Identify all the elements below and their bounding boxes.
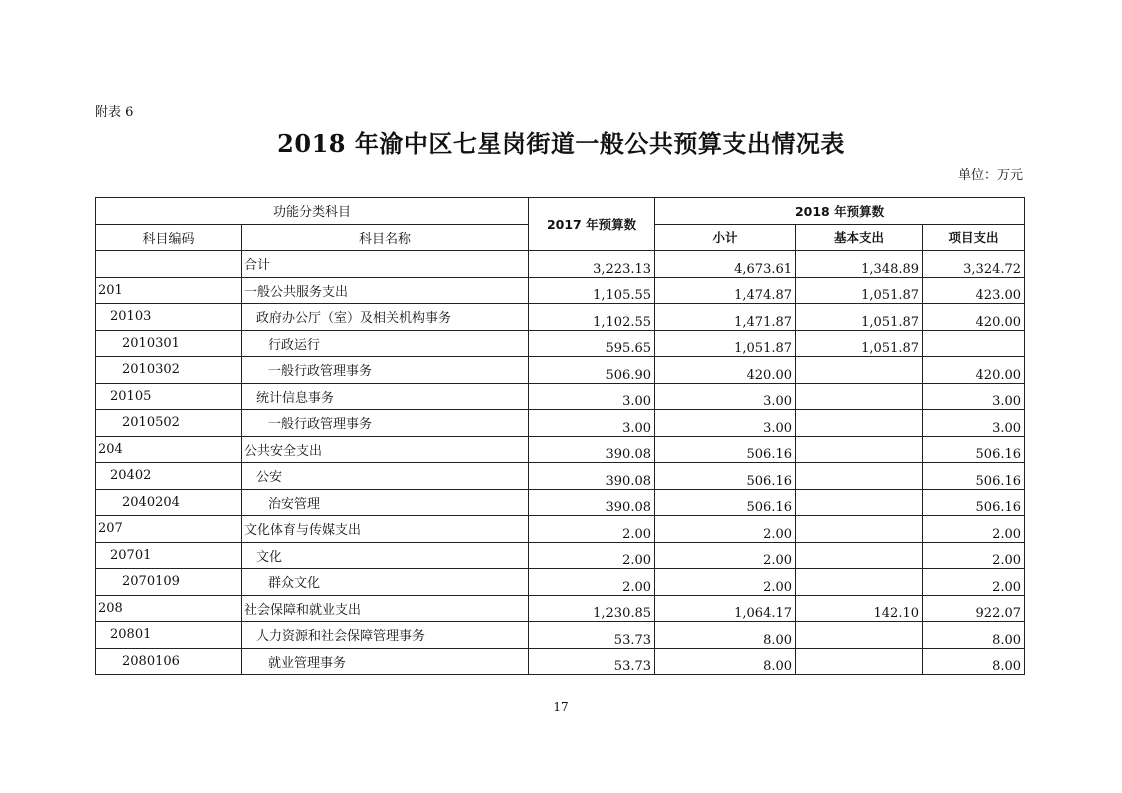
- table-row: [96, 330, 1025, 357]
- row-name: 一般行政管理事务: [242, 410, 529, 437]
- row-code: 2010301: [96, 330, 242, 357]
- row-budget-2017: 390.08: [529, 463, 655, 490]
- header-project: 项目支出: [923, 224, 1025, 251]
- table-row: [96, 410, 1025, 437]
- row-basic: 142.10: [796, 595, 923, 622]
- row-name: 一般公共服务支出: [242, 277, 529, 304]
- row-name: 人力资源和社会保障管理事务: [242, 622, 529, 649]
- row-name: 文化: [242, 542, 529, 569]
- row-subtotal: 8.00: [655, 622, 796, 649]
- table-row: [96, 357, 1025, 384]
- row-code: 20103: [96, 304, 242, 331]
- header-name: 科目名称: [242, 224, 529, 251]
- row-budget-2017: 1,230.85: [529, 595, 655, 622]
- row-code: 208: [96, 595, 242, 622]
- row-subtotal: 506.16: [655, 489, 796, 516]
- row-budget-2017: 53.73: [529, 648, 655, 675]
- row-code: 207: [96, 516, 242, 543]
- row-basic: [796, 489, 923, 516]
- row-subtotal: 8.00: [655, 648, 796, 675]
- header-subtotal: 小计: [655, 224, 796, 251]
- row-project: 8.00: [923, 648, 1025, 675]
- row-basic: [796, 357, 923, 384]
- row-name: 就业管理事务: [242, 648, 529, 675]
- row-subtotal: 1,051.87: [655, 330, 796, 357]
- table-body: [96, 251, 1025, 675]
- row-name: 统计信息事务: [242, 383, 529, 410]
- table-row: [96, 489, 1025, 516]
- row-code: 204: [96, 436, 242, 463]
- row-project: 2.00: [923, 542, 1025, 569]
- table-row: [96, 251, 1025, 278]
- row-budget-2017: 2.00: [529, 569, 655, 596]
- header-code: 科目编码: [96, 224, 242, 251]
- header-budget-2017: 2017 年预算数: [529, 198, 655, 251]
- row-budget-2017: 506.90: [529, 357, 655, 384]
- row-code: 201: [96, 277, 242, 304]
- row-subtotal: 2.00: [655, 542, 796, 569]
- row-name: 行政运行: [242, 330, 529, 357]
- header-budget-2018: 2018 年预算数: [655, 198, 1025, 225]
- row-basic: [796, 542, 923, 569]
- table-row: [96, 622, 1025, 649]
- page-number: 17: [553, 700, 569, 714]
- row-project: 420.00: [923, 304, 1025, 331]
- row-project: 423.00: [923, 277, 1025, 304]
- header-functional: 功能分类科目: [96, 198, 529, 225]
- row-code: 2070109: [96, 569, 242, 596]
- table-row: [96, 516, 1025, 543]
- row-project: 922.07: [923, 595, 1025, 622]
- row-code: 20105: [96, 383, 242, 410]
- row-basic: [796, 463, 923, 490]
- row-name: 政府办公厅（室）及相关机构事务: [242, 304, 529, 331]
- row-name: 公安: [242, 463, 529, 490]
- row-subtotal: 1,474.87: [655, 277, 796, 304]
- row-basic: [796, 569, 923, 596]
- row-project: 2.00: [923, 516, 1025, 543]
- row-code: 20701: [96, 542, 242, 569]
- row-name: 合计: [242, 251, 529, 278]
- row-project: 3.00: [923, 383, 1025, 410]
- row-basic: 1,348.89: [796, 251, 923, 278]
- row-subtotal: 2.00: [655, 516, 796, 543]
- row-budget-2017: 3.00: [529, 383, 655, 410]
- row-basic: 1,051.87: [796, 304, 923, 331]
- row-subtotal: 1,064.17: [655, 595, 796, 622]
- table-row: [96, 595, 1025, 622]
- table-row: [96, 569, 1025, 596]
- row-budget-2017: 2.00: [529, 516, 655, 543]
- annex-label: 附表 6: [95, 105, 134, 120]
- table-row: [96, 383, 1025, 410]
- row-subtotal: 1,471.87: [655, 304, 796, 331]
- row-subtotal: 4,673.61: [655, 251, 796, 278]
- row-budget-2017: 390.08: [529, 436, 655, 463]
- row-name: 公共安全支出: [242, 436, 529, 463]
- row-project: [923, 330, 1025, 357]
- row-subtotal: 506.16: [655, 463, 796, 490]
- row-budget-2017: 390.08: [529, 489, 655, 516]
- row-project: 420.00: [923, 357, 1025, 384]
- table-row: [96, 277, 1025, 304]
- table-row: [96, 436, 1025, 463]
- row-subtotal: 2.00: [655, 569, 796, 596]
- row-code: [96, 251, 242, 278]
- row-name: 社会保障和就业支出: [242, 595, 529, 622]
- row-project: 3,324.72: [923, 251, 1025, 278]
- row-subtotal: 3.00: [655, 383, 796, 410]
- row-code: 2040204: [96, 489, 242, 516]
- row-code: 2010502: [96, 410, 242, 437]
- row-basic: [796, 383, 923, 410]
- row-code: 2080106: [96, 648, 242, 675]
- row-budget-2017: 53.73: [529, 622, 655, 649]
- row-basic: 1,051.87: [796, 330, 923, 357]
- row-project: 506.16: [923, 463, 1025, 490]
- row-subtotal: 420.00: [655, 357, 796, 384]
- unit-label: 单位：万元: [957, 168, 1023, 183]
- row-basic: [796, 622, 923, 649]
- row-basic: [796, 648, 923, 675]
- row-basic: [796, 436, 923, 463]
- table-row: [96, 463, 1025, 490]
- row-project: 506.16: [923, 489, 1025, 516]
- budget-table: [95, 197, 1025, 675]
- row-subtotal: 506.16: [655, 436, 796, 463]
- row-code: 20801: [96, 622, 242, 649]
- row-budget-2017: 595.65: [529, 330, 655, 357]
- header-basic: 基本支出: [796, 224, 923, 251]
- header-row-1: [96, 198, 1025, 225]
- row-basic: 1,051.87: [796, 277, 923, 304]
- table-row: [96, 542, 1025, 569]
- row-project: 2.00: [923, 569, 1025, 596]
- page-title: 2018 年渝中区七星岗街道一般公共预算支出情况表: [277, 129, 845, 158]
- row-budget-2017: 3,223.13: [529, 251, 655, 278]
- row-subtotal: 3.00: [655, 410, 796, 437]
- row-name: 群众文化: [242, 569, 529, 596]
- row-project: 8.00: [923, 622, 1025, 649]
- row-basic: [796, 410, 923, 437]
- row-project: 3.00: [923, 410, 1025, 437]
- row-name: 一般行政管理事务: [242, 357, 529, 384]
- table-row: [96, 304, 1025, 331]
- row-budget-2017: 1,102.55: [529, 304, 655, 331]
- row-name: 文化体育与传媒支出: [242, 516, 529, 543]
- row-basic: [796, 516, 923, 543]
- row-budget-2017: 3.00: [529, 410, 655, 437]
- row-code: 20402: [96, 463, 242, 490]
- row-budget-2017: 1,105.55: [529, 277, 655, 304]
- row-name: 治安管理: [242, 489, 529, 516]
- table-row: [96, 648, 1025, 675]
- row-project: 506.16: [923, 436, 1025, 463]
- row-code: 2010302: [96, 357, 242, 384]
- row-budget-2017: 2.00: [529, 542, 655, 569]
